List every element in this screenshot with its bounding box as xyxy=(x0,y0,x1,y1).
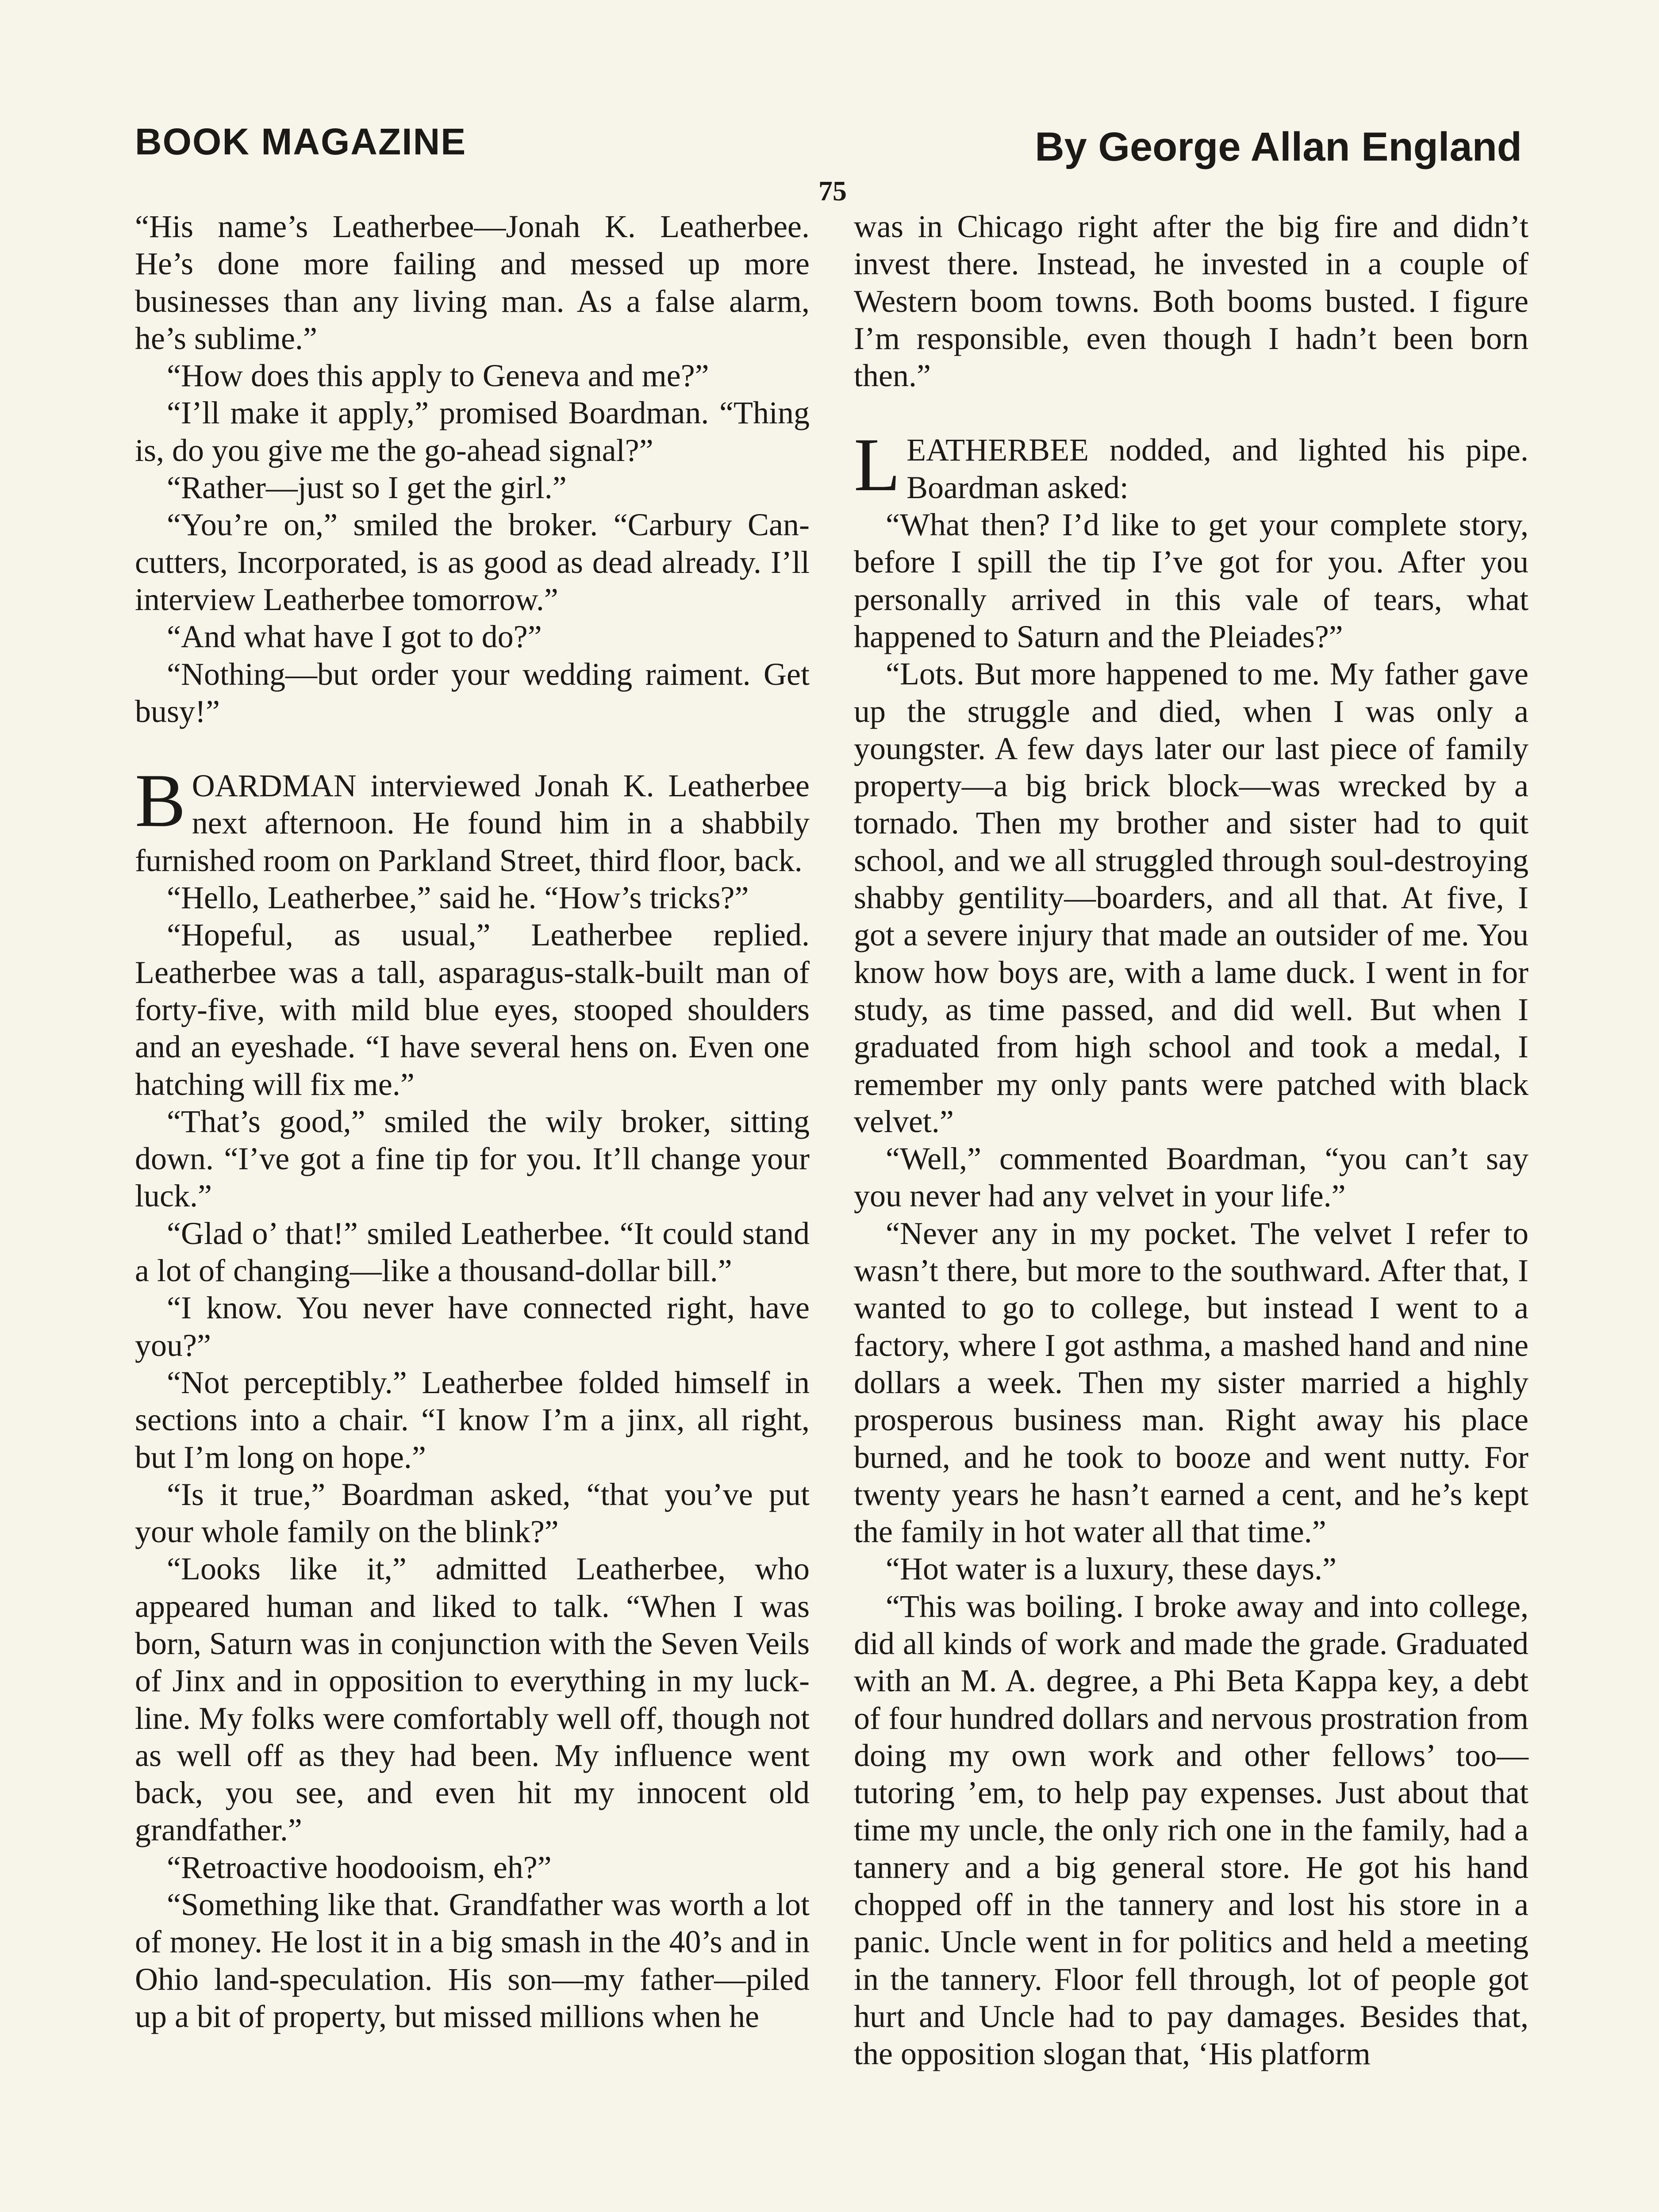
left-column xyxy=(135,208,810,2035)
paragraph: “Retroactive hoodooism, eh?” xyxy=(167,1849,552,1885)
paragraph-text: OARDMAN interviewed Jonah K. Leatherbee next afternoon. He found him in a shabbily furnished room on Parkland Street, third floor, back. xyxy=(135,768,810,878)
paragraph: “Hot water is a luxury, these days.” xyxy=(886,1551,1337,1587)
paragraph: “Glad o’ that!” smiled Leatherbee. “It could stand a lot of changing—like a thousand-dollar bill.” xyxy=(135,1215,810,1289)
paragraph: “Something like that. Grandfather was worth a lot of money. He lost it in a big smash in the 40’s and in Ohio land-speculation. His son—my father—piled up a bit of property, but missed millions when he xyxy=(135,1887,810,2034)
paragraph: “That’s good,” smiled the wily broker, sitting down. “I’ve got a fine tip for you. It’ll change your luck.” xyxy=(135,1103,810,1214)
page-number: 75 xyxy=(818,175,847,207)
section-opening-paragraph xyxy=(854,423,1528,507)
paragraph: “I know. You never have connected right, have you?” xyxy=(135,1290,810,1363)
section-opening-paragraph xyxy=(135,759,810,879)
paragraph-text: EATHERBEE nodded, and lighted his pipe. Boardman asked: xyxy=(906,432,1528,505)
drop-cap: B xyxy=(135,759,186,843)
paragraph: “Is it true,” Boardman asked, “that you’ve put your whole family on the blink?” xyxy=(135,1476,810,1550)
paragraph: “Lots. But more happened to me. My father gave up the struggle and died, when I was only a youngster. A few days later our last piece of family property—a big brick block—was wrecked by a tornado. Then my brother and sister had to quit school, and we all struggled through soul-destroying shabby gentility—boarders, and all that. At five, I got a severe injury that made an outsider of me. You know how boys are, with a lame duck. I went in for study, as time passed, and did well. But when I graduated from high school and took a medal, I remember my only pants were patched with black velvet.” xyxy=(854,656,1528,1139)
paragraph: “Hello, Leatherbee,” said he. “How’s tricks?” xyxy=(167,880,749,916)
paragraph: “Never any in my pocket. The velvet I refer to wasn’t there, but more to the southward. After that, I wanted to go to college, but instead I went to a factory, where I got asthma, a mashed hand and nine dollars a week. Then my sister married a highly prosperous business man. Right away his place burned, and he took to booze and went nutty. For twenty years he hasn’t earned a cent, and he’s kept the family in hot water all that time.” xyxy=(854,1215,1528,1550)
paragraph: “What then? I’d like to get your complete story, before I spill the tip I’ve got for you. After you personally arrived in this vale of tears, what happened to Saturn and the Pleiades?” xyxy=(854,507,1528,654)
paragraph: “I’ll make it apply,” promised Boardman. “Thing is, do you give me the go-ahead signal?” xyxy=(135,395,810,468)
paragraph: “How does this apply to Geneva and me?” xyxy=(167,358,709,394)
paragraph: “Looks like it,” admitted Leatherbee, who appeared human and liked to talk. “When I was born, Saturn was in conjunction with the Seven Veils of Jinx and in opposition to everything in my luck-line. My folks were comfortably well off, though not as well off as they had been. My influence went back, you see, and even hit my innocent old grandfather.” xyxy=(135,1551,810,1848)
paragraph: was in Chicago right after the big fire and didn’t invest there. Instead, he invested in a couple of Western boom towns. Both booms busted. I figure I’m responsible, even though I hadn’t been born then.” xyxy=(854,209,1528,394)
drop-cap: L xyxy=(854,423,901,507)
paragraph: “You’re on,” smiled the broker. “Carbury Can-cutters, Incorporated, is as good as dead already. I’ll interview Leatherbee tomorrow.” xyxy=(135,507,810,617)
running-head-magazine: BOOK MAGAZINE xyxy=(135,121,467,162)
paragraph: “And what have I got to do?” xyxy=(167,619,542,655)
paragraph: “This was boiling. I broke away and into college, did all kinds of work and made the grade. Graduated with an M. A. degree, a Phi Beta Kappa key, a debt of four hundred dollars and nervous prostration from doing my own work and other fellows’ too—tutoring ’em, to help pay expenses. Just about that time my uncle, the only rich one in the family, had a tannery and a big general store. He got his hand chopped off in the tannery and lost his store in a panic. Uncle went in for politics and held a meeting in the tannery. Floor fell through, lot of people got hurt and Uncle had to pay damages. Besides that, the opposition slogan that, ‘His platform xyxy=(854,1588,1528,2072)
paragraph: “Not perceptibly.” Leatherbee folded himself in sections into a chair. “I know I’m a jinx, all right, but I’m long on hope.” xyxy=(135,1364,810,1475)
right-column xyxy=(854,208,1528,2073)
paragraph: “Hopeful, as usual,” Leatherbee replied. Leatherbee was a tall, asparagus-stalk-built man of forty-five, with mild blue eyes, stooped shoulders and an eyeshade. “I have several hens on. Even one hatching will fix me.” xyxy=(135,917,810,1102)
paragraph: “Nothing—but order your wedding raiment. Get busy!” xyxy=(135,656,810,729)
paragraph: “His name’s Leatherbee—Jonah K. Leatherbee. He’s done more failing and messed up more businesses than any living man. As a false alarm, he’s sublime.” xyxy=(135,209,810,356)
paragraph: “Rather—just so I get the girl.” xyxy=(167,470,567,506)
paragraph: “Well,” commented Boardman, “you can’t say you never had any velvet in your life.” xyxy=(854,1141,1528,1214)
running-head-author: By George Allan England xyxy=(1035,124,1522,169)
